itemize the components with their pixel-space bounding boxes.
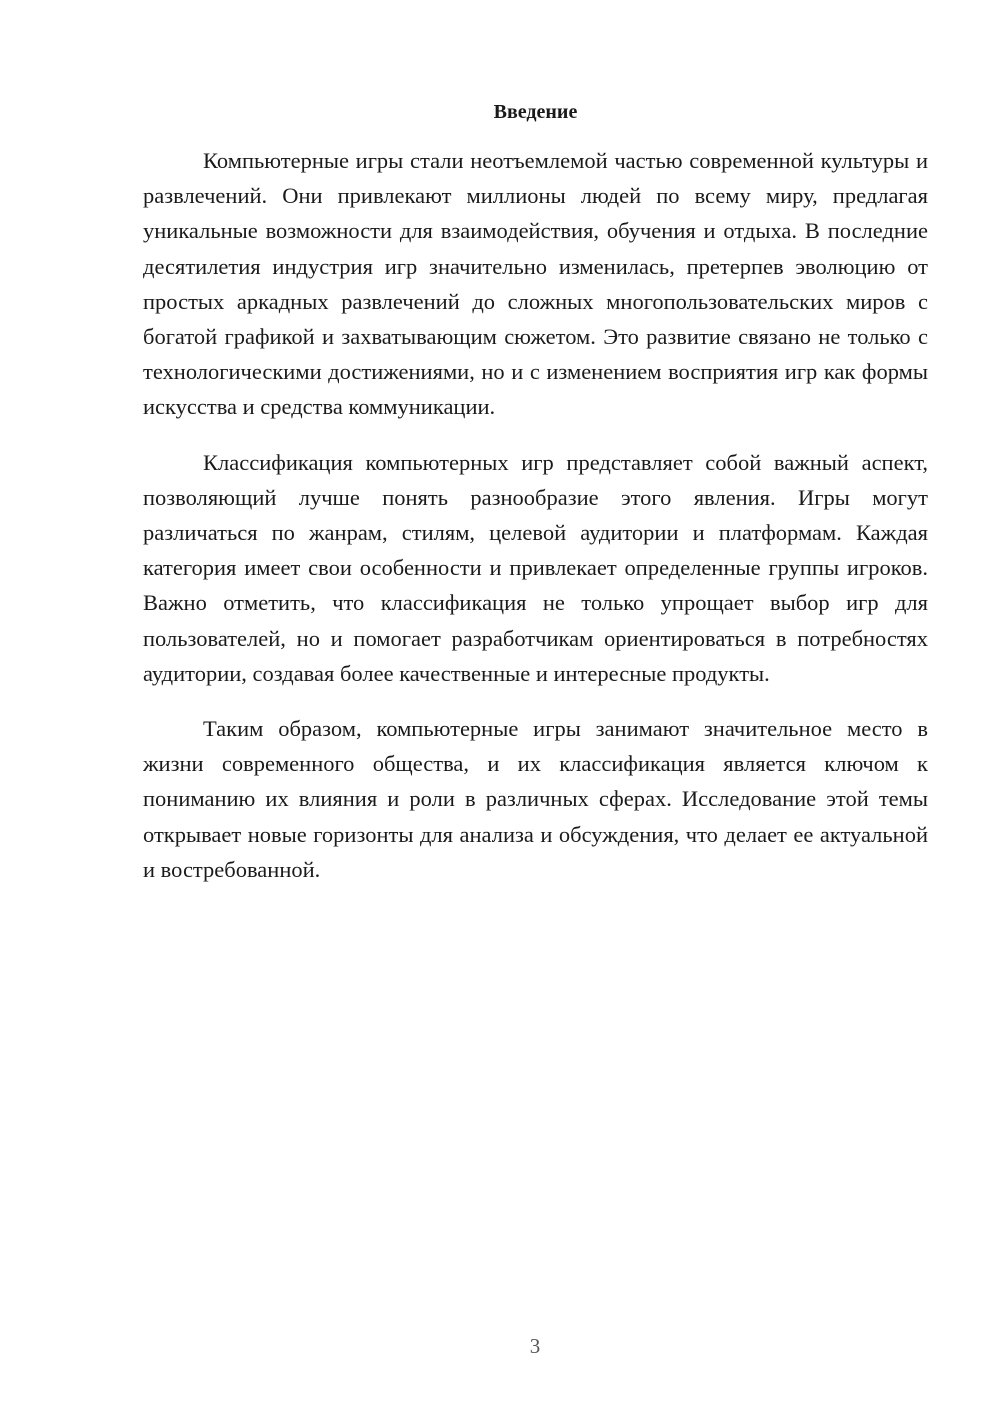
- paragraph-2: Классификация компьютерных игр представляет собой важный аспект, позволяющий лучше понять разнообразие этого явления. Игры могут различаться по жанрам, стилям, целевой аудитории и платформам. Каждая категория имеет свои особенности и привлекает определенные группы игроков. Важно отметить, что классификация не только упрощает выбор игр для пользователей, но и помогает разработчикам ориентироваться в потребностях аудитории, создавая более качественные и интересные продукты.: [143, 449, 928, 686]
- paragraph-1: Компьютерные игры стали неотъемлемой частью современной культуры и развлечений. Они привлекают миллионы людей по всему миру, предлагая уникальные возможности для взаимодействия, обучения и отдыха. В последние десятилетия индустрия игр значительно изменилась, претерпев эволюцию от простых аркадных развлечений до сложных многопользовательских миров с богатой графикой и захватывающим сюжетом. Это развитие связано не только с технологическими достижениями, но и с изменением восприятия игр как формы искусства и средства коммуникации.: [143, 148, 928, 420]
- paragraph-3: Таким образом, компьютерные игры занимают значительное место в жизни современного общества, и их классификация является ключом к пониманию их влияния и роли в различных сферах. Исследование этой темы открывает новые горизонты для анализа и обсуждения, что делает ее актуальной и востребованной.: [143, 716, 928, 882]
- page-number: 3: [529, 1334, 541, 1358]
- section-heading: Введение: [493, 101, 578, 123]
- document-body: [143, 143, 928, 907]
